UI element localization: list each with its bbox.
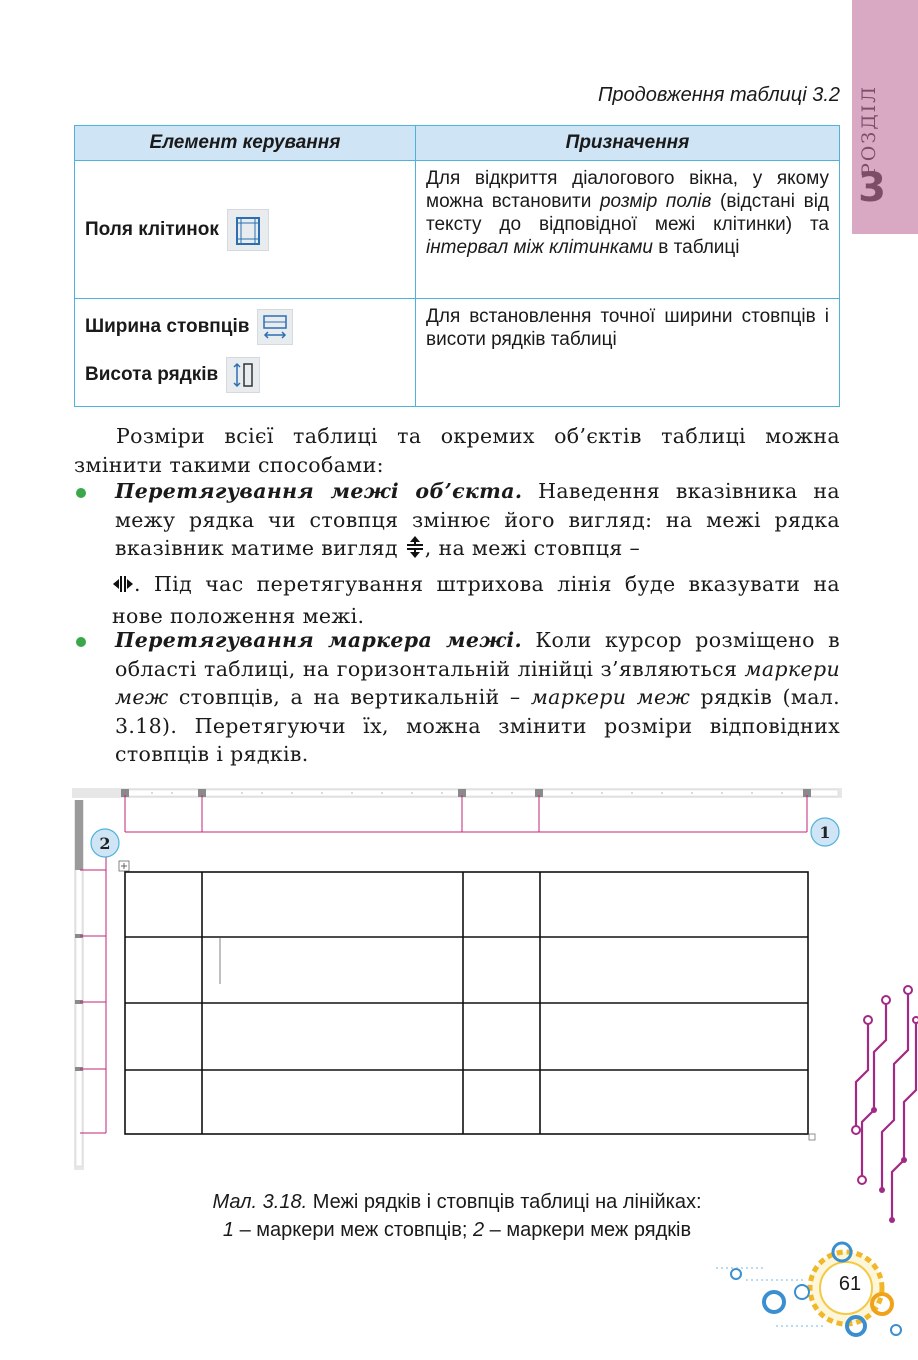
bullet-text: , на межі стовпця – — [424, 536, 641, 560]
row-height-icon — [226, 357, 260, 393]
control-row-height — [85, 357, 405, 393]
section-tab-label: РОЗДІЛ — [858, 84, 880, 176]
ruler-markers-figure — [72, 786, 842, 1176]
bullet-text: рядків (мал. 3.18). Перетягуючи їх, можна змінити розміри відповідних стовпців і рядків. — [115, 685, 841, 766]
bullet-emphasis: маркери меж — [530, 685, 691, 709]
column-markers — [125, 795, 807, 832]
caption-figure-number: Мал. 3.18. — [212, 1191, 308, 1213]
description-text: в таблиці — [652, 237, 740, 258]
vertical-ruler — [74, 800, 84, 1170]
bullet-marker — [76, 488, 86, 498]
caption-item-number: 2 — [472, 1219, 485, 1241]
intro-paragraph: Розміри всієї таблиці та окремих об’єктів таблиці можна змінити такими способами: — [74, 424, 840, 477]
row-resize-cursor-icon — [405, 535, 425, 567]
column-resize-cursor-icon — [112, 573, 134, 602]
table-header-control: Елемент керування — [75, 126, 416, 161]
figure-caption — [74, 1188, 840, 1244]
description-text: (відстані від тексту до відповідної межі клітинки) та — [426, 191, 830, 235]
control-cell — [75, 299, 416, 407]
gears-decoration — [716, 1240, 918, 1360]
table-resize-handle — [809, 1134, 815, 1140]
controls-table — [74, 125, 840, 407]
control-label: Ширина стовпців — [85, 316, 250, 337]
circuit-decoration — [846, 980, 918, 1230]
bullet-drag-border — [115, 477, 840, 567]
description-cell — [416, 161, 840, 299]
callout-1 — [811, 818, 839, 846]
table-header-purpose: Призначення — [416, 126, 840, 161]
bullet-text: Наведення вказівника на межу рядка чи стовпця змінює його вигляд: на межі рядка вказівник матиме вигляд — [115, 479, 840, 560]
bullet-marker — [76, 637, 86, 647]
control-cell — [75, 161, 416, 299]
sample-table — [125, 872, 808, 1134]
section-number: 3 — [858, 165, 886, 211]
bullet-drag-border-cont — [112, 570, 840, 630]
cell-margins-icon — [227, 209, 269, 251]
caption-line-1 — [74, 1188, 840, 1216]
description-emphasis: розмір полів — [599, 191, 712, 212]
description-text: Для встановлення точної ширини стовпців і висоти рядків таблиці — [426, 306, 829, 350]
description-cell — [416, 299, 840, 407]
control-cell-margins — [85, 209, 405, 251]
bullet-drag-marker — [115, 626, 840, 769]
table-header-row — [75, 126, 840, 161]
page-number: 61 — [838, 1273, 862, 1295]
control-label: Поля клітинок — [85, 218, 219, 240]
bullet-text: . Під час перетягування штрихова лінія буде вказувати на нове положення межі. — [112, 572, 840, 628]
bullet-text: Коли курсор розміщено в області таблиці, на горизонтальній лінійці з’являються — [115, 628, 840, 681]
table-continuation-label: Продовження таблиці 3.2 — [597, 84, 840, 106]
callout-1-label: 1 — [819, 823, 831, 842]
bullet-emphasis: маркери меж — [115, 656, 840, 709]
callout-2 — [91, 829, 119, 857]
bullet-text: стовпців, а на вертикальній – — [168, 685, 531, 709]
callout-2-label: 2 — [99, 834, 111, 853]
horizontal-ruler — [72, 788, 842, 798]
table-row — [75, 161, 840, 299]
bullet-term: Перетягування межі об’єкта. — [115, 479, 523, 503]
caption-item-number: 1 — [222, 1219, 235, 1241]
bullet-term: Перетягування маркера межі. — [115, 628, 523, 652]
caption-item-text: – маркери меж стовпців; — [234, 1219, 473, 1241]
table-move-handle-icon — [119, 861, 129, 871]
description-text: Для відкриття діалогового вікна, у якому можна встановити — [426, 168, 829, 212]
table-row — [75, 299, 840, 407]
description-emphasis: інтервал між клітинками — [426, 237, 653, 258]
control-label: Висота рядків — [85, 364, 219, 385]
column-width-icon — [257, 309, 293, 345]
control-column-width — [85, 309, 405, 345]
caption-item-text: – маркери меж рядків — [484, 1219, 692, 1241]
caption-title: Межі рядків і стовпців таблиці на лінійках: — [307, 1191, 702, 1213]
